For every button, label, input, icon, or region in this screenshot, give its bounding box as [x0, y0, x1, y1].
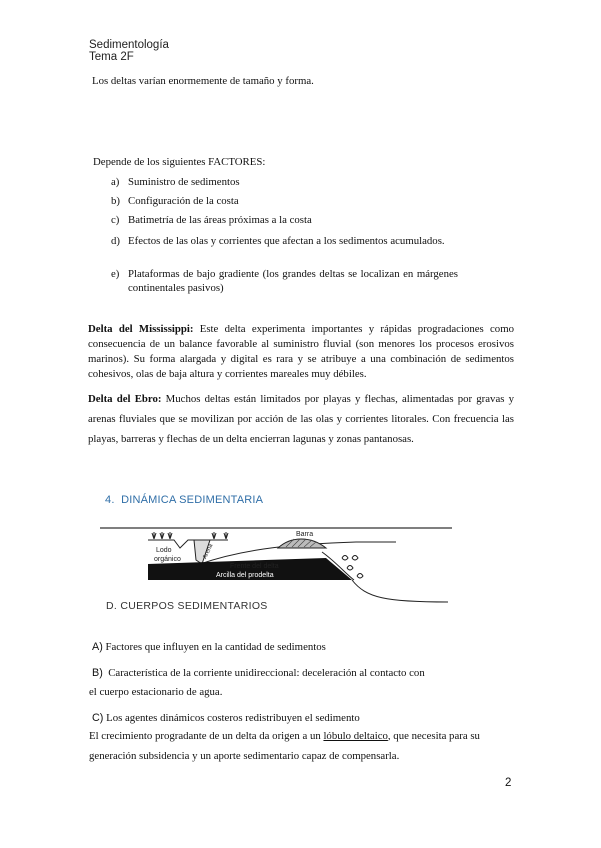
ebro-body: Muchos deltas están limitados por playas y flechas, alimentadas por gravas y arenas fluviales que se movilizan por acción de las olas y corrientes litorales. Con frecuencia las playas, barreras y flechas de un delta encierran lagunas y zonas pantanosas. [88, 393, 515, 445]
section-title: DINÁMICA SEDIMENTARIA [121, 494, 264, 506]
final-paragraph-line2: generación subsidencia y un aporte sedimentario capaz de compensarla. [89, 750, 400, 762]
factor-text: Batimetría de las áreas próximas a la costa [128, 214, 312, 226]
point-b-label: B) [92, 667, 103, 679]
factor-text: Plataformas de bajo gradiente (los grandes deltas se localizan en márgenes continentales pasivos) [128, 268, 458, 294]
point-c [92, 711, 360, 726]
factor-label: c) [111, 214, 120, 226]
factor-text: Configuración de la costa [128, 195, 239, 207]
factor-label: b) [111, 195, 120, 207]
point-b [92, 666, 425, 681]
final-text-before: El crecimiento progradante de un delta da origen a un [89, 730, 324, 742]
factor-item [111, 268, 461, 296]
factor-label: a) [111, 176, 120, 188]
point-c-text: Los agentes dinámicos costeros redistribuyen el sedimento [103, 712, 360, 724]
section-heading [105, 494, 263, 506]
lobulo-deltaico-link[interactable]: lóbulo deltaico [323, 730, 388, 742]
ebro-paragraph [88, 389, 514, 449]
header-subject: Sedimentología [89, 39, 169, 51]
final-paragraph-line1 [89, 729, 480, 744]
figure-caption: D. CUERPOS SEDIMENTARIOS [106, 600, 268, 612]
mississippi-title: Delta del Mississippi: [88, 323, 194, 335]
point-a-label: A) [92, 641, 103, 653]
factor-item [111, 214, 461, 228]
final-text-after: , que necesita para su [387, 730, 480, 742]
figure-label-arena: Arena [202, 543, 215, 561]
point-a [92, 640, 326, 655]
figure-label-organico: orgánico [154, 556, 181, 563]
page-number: 2 [505, 777, 512, 789]
factor-label: d) [111, 235, 120, 247]
figure-label-lodo: Lodo [156, 547, 172, 554]
factor-item [111, 176, 461, 190]
point-a-text: Factores que influyen en la cantidad de sedimentos [102, 641, 326, 653]
figure-label-arcilla: Arcilla del prodelta [216, 572, 274, 579]
intro-text: Los deltas varían enormemente de tamaño y forma. [92, 75, 314, 87]
figure-label-barra: Barra [296, 531, 314, 538]
point-b-continued: el cuerpo estacionario de agua. [89, 686, 223, 698]
factors-heading: Depende de los siguientes FACTORES: [93, 156, 266, 168]
mississippi-body: Este delta experimenta importantes y rápidas progradaciones como consecuencia de un balance favorable al suministro fluvial (son menores los procesos erosivos marinos). Su forma alargada y digital es rara y se atribuye a una combinación de sedimentos cohesivos, olas de baja altura y corrientes mareales muy débiles. [88, 323, 514, 380]
sedimentary-bodies-figure [96, 518, 456, 618]
factor-item [111, 235, 461, 263]
factor-text: Efectos de las olas y corrientes que afectan a los sedimentos acumulados. [128, 235, 445, 247]
mississippi-paragraph [88, 322, 514, 382]
point-b-text: Característica de la corriente unidireccional: deceleración al contacto con [102, 667, 425, 679]
section-number: 4. [105, 494, 115, 506]
factor-label: e) [111, 268, 120, 280]
point-c-label: C) [92, 712, 104, 724]
header-topic: Tema 2F [89, 51, 134, 63]
factor-text: Suministro de sedimentos [128, 176, 240, 188]
figure-label-frente: Frente del delta [230, 563, 279, 570]
ebro-title: Delta del Ebro: [88, 393, 162, 405]
factor-item [111, 195, 461, 209]
